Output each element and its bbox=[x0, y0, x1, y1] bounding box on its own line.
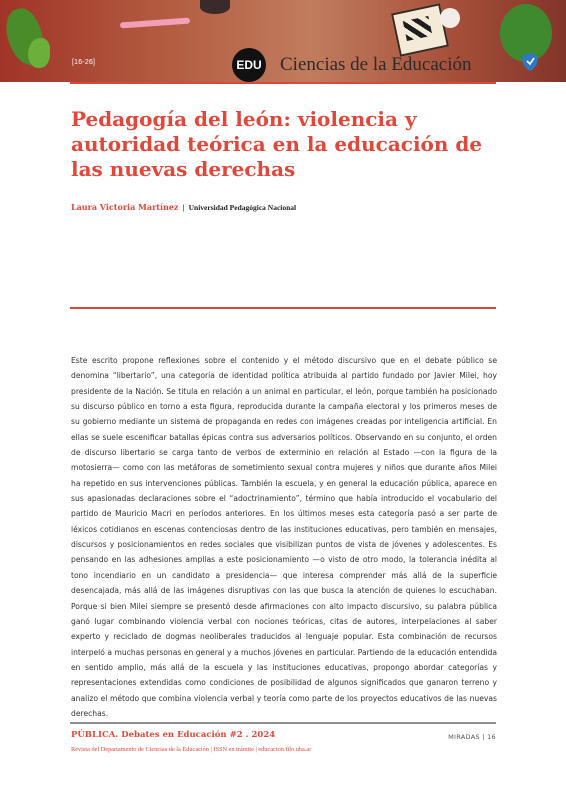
page-range: [16-26] bbox=[72, 59, 96, 66]
circle-illustration bbox=[440, 8, 460, 28]
leaf-illustration bbox=[28, 38, 50, 68]
section-divider bbox=[70, 307, 496, 309]
article-title: Pedagogía del león: violencia y autoridad teórica en la educación de las nuevas derechas bbox=[71, 107, 483, 181]
section-page-number: MIRADAS | 16 bbox=[448, 733, 496, 741]
abstract-text: Este escrito propone reflexiones sobre el contenido y el método discursivo que en el debate público se denomina “libertario”, una categoría de identidad política atribuida al partido fundado por Javier Milei, hoy presidente de la Nación. Se titula en relación a un animal en particular, el león, porque también ha posicionado su discurso público en torno a esta figura, reproducida durante la campaña electoral y los primeros meses de su gobierno mediante un sistema de propaganda en redes con imágenes creadas por inteligencia artificial. En ellas se suele escenificar batallas épicas contra sus adversarios políticos. Observando en su conjunto, el orden de discurso libertario se carga tanto de verbos de exterminio en relación al Estado —con la figura de la motosierra— como con las metáforas de sometimiento sexual contra mujeres y niños que durante años Milei ha repetido en sus intervenciones públicas. También la escuela, y en general la educación pública, aparece en sus apasionadas declaraciones sobre el “adoctrinamiento”, término que había introducido el vocabulario del partido de Mauricio Macri en períodos anteriores. En los últimos meses esta categoría pasó a ser parte de léxicos cotidianos en escenas contenciosas dentro de las instituciones educativas, pero también en mensajes, discursos y posicionamientos en redes sociales que visibilizan puntos de vista de jóvenes y adolescentes. Es pensando en las adhesiones amplias a este posicionamiento —o visto de otro modo, la tolerancia inédita al tono incendiario en un candidato a presidencia— que interesa comprender más allá de la superficie desencajada, más allá de las imágenes disruptivas con las que busca la atención de quienes lo escuchaban. Porque si bien Milei siempre se presentó desde afirmaciones con alto impacto discursivo, su palabra pública ganó lugar combinando violencia verbal con nociones teóricas, citas de autores, interpelaciones al saber experto y reciclado de dogmas neoliberales traducidos al lenguaje popular. Esta combinación de recursos interpeló a muchas personas en general y a muchos jóvenes en particular. Partiendo de la educación entendida en sentido amplio, más allá de la escuela y las instituciones educativas, propongo abordar categorías y representaciones extendidas como condiciones de posibilidad de algunos significados que ganaron terreno y analizo el método que combina violencia verbal y teoría como parte de los proyectos educativos de las nuevas derechas. bbox=[71, 356, 497, 718]
shield-icon bbox=[520, 52, 540, 72]
author-name: Laura Victoria Martínez bbox=[71, 202, 179, 212]
journal-title: PÚBLICA. Debates en Educación #2 . 2024 bbox=[71, 730, 276, 740]
author-institution: Universidad Pedagógica Nacional bbox=[188, 203, 297, 212]
author-separator: | bbox=[182, 203, 185, 212]
edu-badge: EDU bbox=[232, 48, 266, 82]
section-title: Ciencias de la Educación bbox=[280, 54, 472, 75]
journal-details: Revista del Departamento de Ciencias de la Educación | ISSN en trámite | educacion.filo.uba.ar bbox=[71, 746, 312, 753]
figure-illustration bbox=[200, 0, 230, 14]
header-divider bbox=[70, 82, 496, 84]
footer-divider bbox=[70, 722, 496, 724]
author-line bbox=[71, 202, 296, 212]
